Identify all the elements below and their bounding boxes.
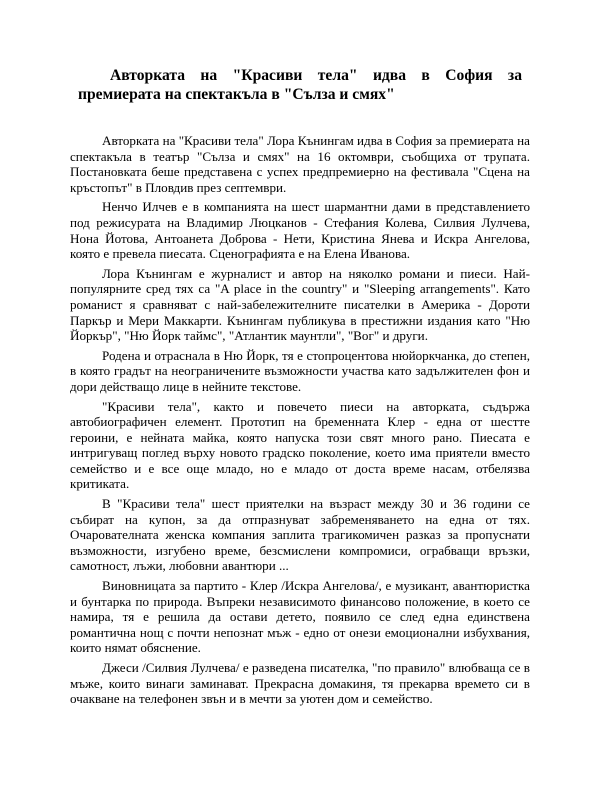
paragraph: "Красиви тела", както и повечето пиеси на авторката, съдържа автобиографичен елемент. Прототип на бременната Клер - една от шестте героини, е нейната майка, която напуска този свят много рано. Пиесата е интригуващ поглед върху новото градско поколение, което има приятели вместо семейство и е все още младо, но е младо от доста време насам, отбелязва критиката.: [70, 398, 530, 492]
paragraph: Авторката на "Красиви тела" Лора Кънингам идва в София за премиерата на спектакъла в театър "Сълза и смях" на 16 октомври, съобщиха от трупата. Постановката беше представена с успех предпремиерно на фестивала "Сцена на кръстопът" в Пловдив през септември.: [70, 133, 530, 195]
article-title: Авторката на "Красиви тела" идва в София за премиерата на спектакъла в "Сълза и смях": [78, 67, 522, 103]
paragraph: Родена и отраснала в Ню Йорк, тя е стопроцентова нюйоркчанка, до степен, в която градът на неограничените възможности участва като задължителен фон и дори действащо лице в нейните текстове.: [70, 347, 530, 394]
paragraph: Лора Кънингам е журналист и автор на няколко романи и пиеси. Най-популярните сред тях са "A place in the country" и "Sleeping arrangements". Като романист я сравняват с най-забележителните писателки в Америка - Дороти Паркър и Мери Маккарти. Кънингам публикува в престижни издания като "Ню Йоркър", "Ню Йорк таймс", "Атлантик маунтли", "Вог" и други.: [70, 265, 530, 344]
paragraph: Ненчо Илчев е в компанията на шест шармантни дами в представлението под режисурата на Владимир Люцканов - Стефания Колева, Силвия Лулчева, Нона Йотова, Антоанета Доброва - Нети, Кристина Янева и Искра Ангелова, която е превела пиесата. Сценографията е на Елена Иванова.: [70, 199, 530, 262]
paragraph: В "Красиви тела" шест приятелки на възраст между 30 и 36 години се събират на купон, за да отпразнуват забременяването на една от тях. Очарователната женска компания заплита трагикомичен разказ за пропуснати възможности, изгубено време, безсмислени компромиси, ограбващи връзки, самотност, лъжи, любовни авантюри ...: [70, 496, 530, 574]
article-body: [70, 133, 530, 711]
paragraph: Джеси /Силвия Лулчева/ е разведена писателка, "по правило" влюбваща се в мъже, които винаги заминават. Прекрасна домакиня, тя прекарва времето си в очакване на телефонен звън и в мечти за уютен дом и семейство.: [70, 660, 530, 707]
paragraph: Виновницата за партито - Клер /Искра Ангелова/, е музикант, авантюристка и бунтарка по природа. Въпреки независимото финансово положение, в което се намира, тя е решила да остави детето, появило се след една единствена романтична нощ с почти непознат мъж - едно от онези емоционални избухвания, които нямат обяснение.: [70, 578, 530, 656]
